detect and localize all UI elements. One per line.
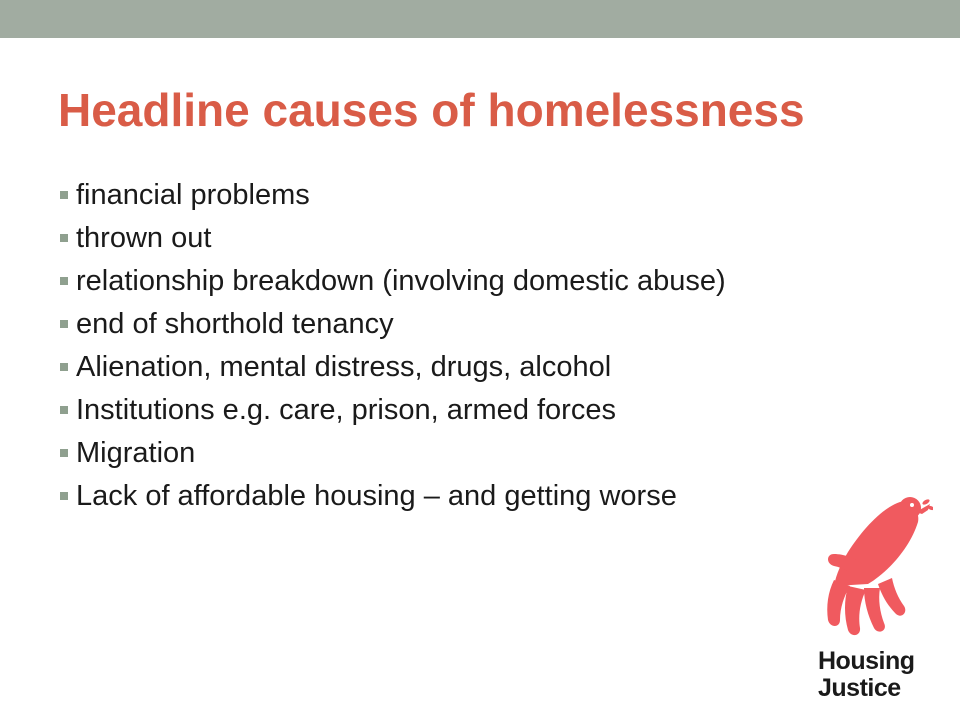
bullet-list [58, 178, 798, 522]
square-bullet-icon [60, 320, 68, 328]
bullet-text: relationship breakdown (involving domestic abuse) [76, 265, 726, 297]
square-bullet-icon [60, 492, 68, 500]
square-bullet-icon [60, 277, 68, 285]
square-bullet-icon [60, 449, 68, 457]
square-bullet-icon [60, 363, 68, 371]
bullet-item [58, 350, 798, 384]
square-bullet-icon [60, 191, 68, 199]
housing-justice-logo [808, 488, 938, 710]
bullet-item [58, 479, 798, 513]
bullet-text: Institutions e.g. care, prison, armed forces [76, 394, 616, 426]
square-bullet-icon [60, 406, 68, 414]
bullet-text: end of shorthold tenancy [76, 308, 394, 340]
bullet-text: thrown out [76, 222, 212, 254]
logo-line-2: Justice [818, 674, 901, 702]
bullet-text: Migration [76, 437, 196, 469]
bullet-item [58, 264, 798, 298]
bullet-item [58, 221, 798, 255]
bullet-text: Lack of affordable housing – and getting worse [76, 480, 677, 512]
bullet-text: Alienation, mental distress, drugs, alcohol [76, 351, 612, 383]
bullet-item [58, 178, 798, 212]
bullet-item [58, 393, 798, 427]
logo-line-1: Housing [818, 647, 915, 675]
square-bullet-icon [60, 234, 68, 242]
bullet-item [58, 436, 798, 470]
bullet-text: financial problems [76, 179, 310, 211]
dove-hand-icon [818, 488, 933, 643]
logo-wordmark [818, 648, 915, 702]
top-band [0, 0, 960, 38]
bullet-item [58, 307, 798, 341]
slide-title: Headline causes of homelessness [58, 84, 805, 136]
